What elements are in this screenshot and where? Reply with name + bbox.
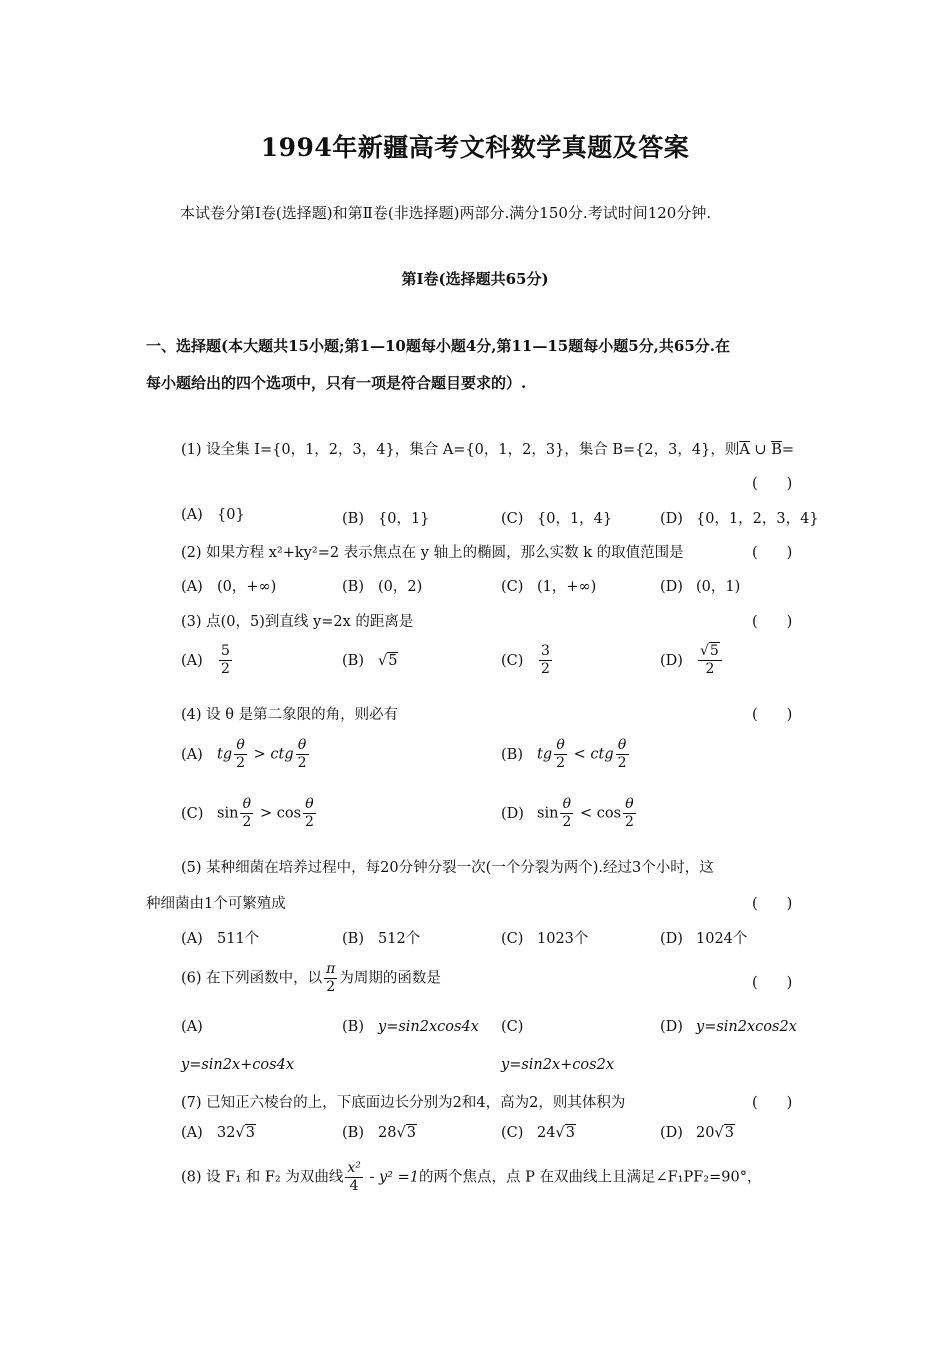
q1-option-a	[181, 507, 245, 523]
q6-option-a-label: (A)	[181, 1019, 203, 1035]
option-value: y=sin2xcos4x	[378, 1019, 479, 1035]
q4-stem: (4) 设 θ 是第二象限的角，则必有	[181, 707, 399, 723]
q7-answer-paren: ( )	[752, 1095, 793, 1111]
q6-option-c-value: y=sin2x+cos2x	[501, 1057, 615, 1073]
q6-option-d	[660, 1019, 797, 1035]
option-label: (C)	[501, 511, 524, 527]
q4-option-a: (A) tg $\frac{\theta}{2}$ > ctg $\frac{\theta}{2}$	[181, 737, 307, 771]
q6-option-b	[342, 1019, 479, 1035]
option-value: (1，+∞)	[537, 579, 597, 595]
q3-answer-paren: ( )	[752, 614, 793, 630]
option-label: (C)	[501, 1125, 524, 1141]
q2-option-b	[342, 575, 422, 596]
q2-option-d	[660, 575, 740, 596]
section-heading-line2: 每小题给出的四个选项中，只有一项是符合题目要求的）.	[146, 374, 527, 392]
page-title: 1994年新疆高考文科数学真题及答案	[260, 133, 690, 162]
q4-answer-paren: ( )	[752, 707, 793, 723]
q1-set-a: $\overline{A}$	[739, 442, 750, 458]
q6-answer-paren: ( )	[752, 975, 793, 991]
option-value: 511个	[217, 931, 260, 947]
intro-text: 本试卷分第Ⅰ卷(选择题)和第Ⅱ卷(非选择题)两部分.满分150分.考试时间120分钟.	[180, 204, 712, 222]
option-label: (B)	[342, 579, 364, 595]
option-label: (B)	[501, 746, 523, 763]
option-value: (0，+∞)	[217, 579, 277, 595]
option-label: (B)	[342, 653, 364, 669]
option-value: 1023个	[537, 931, 589, 947]
q1-set-b: $\overline{B}$	[771, 442, 782, 458]
option-label: (C)	[181, 805, 204, 822]
option-value: (0，1)	[696, 579, 741, 595]
option-label: (B)	[342, 931, 364, 947]
q2-option-a	[181, 575, 276, 596]
q1-stem	[181, 438, 794, 459]
q1-union: ∪	[749, 442, 772, 458]
option-value: 512个	[378, 931, 421, 947]
option-value: {0，1}	[378, 511, 430, 527]
section-heading-line1: 一、选择题(本大题共15小题;第1—10题每小题4分,第11—15题每小题5分,共65分.在	[146, 337, 730, 355]
part-heading: 第Ⅰ卷(选择题共65分)	[401, 270, 549, 288]
option-label: (A)	[181, 1125, 203, 1141]
q1-option-c	[501, 507, 612, 528]
option-label: (D)	[660, 1125, 683, 1141]
option-label: (C)	[501, 579, 524, 595]
option-label: (D)	[660, 511, 683, 527]
q6-option-a-value: y=sin2x+cos4x	[181, 1057, 295, 1073]
fraction: $\frac{\pi}{2}$	[326, 961, 336, 995]
q4-option-c: (C) sin $\frac{\theta}{2}$ > cos $\frac{\theta}{2}$	[181, 796, 314, 830]
fraction: $\frac{\text{x²}}{4}$	[347, 1160, 361, 1194]
q2-answer-paren: ( )	[752, 545, 793, 561]
q6-option-c-label: (C)	[501, 1019, 524, 1035]
option-label: (D)	[501, 805, 524, 822]
q5-stem-line1: (5) 某种细菌在培养过程中，每20分钟分裂一次(一个分裂为两个).经过3个小时，这	[181, 860, 714, 876]
option-label: (A)	[181, 579, 203, 595]
option-value: {0，1，4}	[537, 511, 613, 527]
q5-option-d	[660, 927, 747, 948]
q4-option-d: (D) sin $\frac{\theta}{2}$ < cos $\frac{\theta}{2}$	[501, 796, 634, 830]
q5-option-b	[342, 927, 420, 948]
option-label: (D)	[660, 579, 683, 595]
q7-stem: (7) 已知正六棱台的上，下底面边长分别为2和4，高为2，则其体积为	[181, 1095, 626, 1111]
q7-option-b: (B) 28√3	[342, 1125, 416, 1141]
q6-stem: (6) 在下列函数中，以 $\frac{\pi}{2}$ 为周期的函数是	[181, 961, 441, 995]
q3-option-a	[181, 643, 234, 678]
q4-option-b: (B) tg $\frac{\theta}{2}$ < ctg $\frac{\theta}{2}$	[501, 737, 627, 771]
q3-option-c	[501, 643, 554, 678]
q1-stem-text: (1) 设全集 I={0，1，2，3，4}，集合 A={0，1，2，3}，集合 B={2，3，4}，则	[181, 442, 740, 458]
q1-eq: =	[781, 442, 795, 458]
option-label: (A)	[181, 507, 203, 523]
q5-stem-line2: 种细菌由1个可繁殖成	[146, 896, 286, 912]
option-value: 1024个	[696, 931, 748, 947]
q1-option-d	[660, 507, 819, 528]
q5-option-c	[501, 927, 588, 948]
fraction: $\frac{√5}{2}$	[698, 643, 722, 678]
q5-option-a	[181, 927, 259, 948]
option-label: (C)	[501, 652, 524, 669]
q1-option-b	[342, 507, 429, 528]
q2-option-c	[501, 575, 596, 596]
fraction: $\frac{3}{2}$	[541, 643, 550, 677]
q8-stem: (8) 设 F₁ 和 F₂ 为双曲线 $\frac{\text{x²}}{4}$ - y² =1的两个焦点，点 P 在双曲线上且满足∠F₁PF₂=90°，	[181, 1160, 762, 1194]
option-value: {0，1，2，3，4}	[696, 511, 819, 527]
option-label: (D)	[660, 652, 683, 669]
q3-option-d	[660, 643, 724, 678]
option-value: (0，2)	[378, 579, 423, 595]
q5-answer-paren: ( )	[752, 896, 793, 912]
option-label: (C)	[501, 931, 524, 947]
option-label: (D)	[660, 1019, 683, 1035]
option-label: (A)	[181, 931, 203, 947]
option-value: {0}	[217, 507, 245, 523]
option-label: (A)	[181, 746, 203, 763]
q3-option-b	[342, 653, 398, 669]
option-label: (B)	[342, 1019, 364, 1035]
q2-stem: (2) 如果方程 x²+ky²=2 表示焦点在 y 轴上的椭圆，那么实数 k 的取值范围是	[181, 545, 684, 561]
q3-stem: (3) 点(0，5)到直线 y=2x 的距离是	[181, 614, 414, 630]
q7-option-a: (A) 32√3	[181, 1125, 255, 1141]
q7-option-d: (D) 20√3	[660, 1125, 734, 1141]
option-label: (D)	[660, 931, 683, 947]
q7-option-c: (C) 24√3	[501, 1125, 575, 1141]
option-value: y=sin2xcos2x	[696, 1019, 797, 1035]
option-label: (B)	[342, 1125, 364, 1141]
option-label: (A)	[181, 652, 203, 669]
option-label: (B)	[342, 511, 364, 527]
sqrt: √5	[378, 653, 398, 669]
fraction: $\frac{5}{2}$	[221, 643, 230, 677]
q1-answer-paren: ( )	[752, 476, 793, 492]
